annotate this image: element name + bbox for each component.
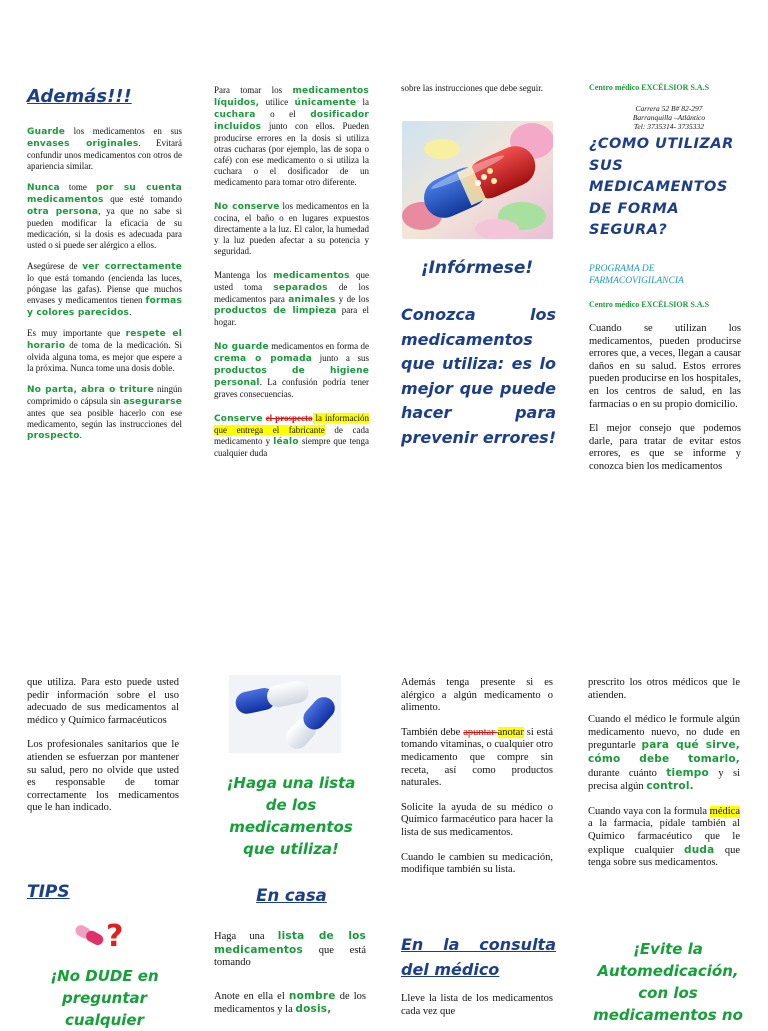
pills-photo [402,121,553,239]
paragraph [214,413,369,459]
emph: dosificador incluidos [214,109,369,132]
column-2 [214,85,369,472]
paragraph [214,270,369,329]
informese-heading: ¡Infórmese! [420,258,534,278]
pill-question-icon [72,918,134,952]
text: . [129,306,132,317]
paragraph: Además tenga presente si es alérgico a algún medicamento o alimento. [401,677,553,714]
paragraph [588,806,740,870]
emph: duda [684,843,715,856]
text: que tenga sobre sus medicamentos. [588,844,740,869]
emph: control. [646,780,694,793]
paragraph [588,714,740,794]
column-8-text [588,677,740,882]
text: Anote en ella el [214,990,289,1002]
text: que está tomando [214,944,366,969]
text: medicamentos en forma de [268,341,370,352]
paragraph [27,182,182,251]
address-line-1: Carrera 52 B# 82-297 [635,104,703,113]
emph: medicamentos líquidos, [214,86,369,108]
text: junto con ellos. Pueden producirse errores en la dosis si utiliza otras cucharas (por ejemplo, las de sopa o café) con ese medicamento o si utiliza la cuchara o el dosificador de un medicamento para tomar otro diferente. [214,120,369,187]
emph: por su cuenta medicamentos [27,182,182,205]
column-1-title: Además!!! [27,86,132,107]
column-7-text [401,677,553,889]
emph: Conserve [214,414,263,425]
text: utilice [259,96,295,107]
paragraph [214,201,369,257]
text: También debe [401,726,464,738]
paragraph: Cuando se utilizan los medicamentos, pueden producirse errores que, a veces, llegan a causar daños en su salud. Estos errores pueden producirse en los hospitales, en los centros de salud, en las farmacias o en su propio domicilio. [589,323,741,410]
emph: tiempo [666,766,709,779]
text: de toma de la medicación. Si olvida alguna toma, es mejor que espere a la próxima. Nunca tome una dosis doble. [27,340,182,374]
text: la [356,96,369,107]
column-4-text [589,323,741,486]
paragraph [214,930,366,970]
paragraph: Los profesionales sanitarios que le atienden se esfuerzan por mantener su salud, pero no olvide que usted es responsable de tomar correctamente los medicamentos que le han indicado. [27,739,179,814]
paragraph: que utiliza. Para esto puede usted pedir información sobre el uso adecuado de sus medicamentos al médico y Químico farmacéuticos [27,677,179,726]
emph: lista de los medicamentos [214,930,366,956]
emph: léalo [273,437,299,448]
emph: No guarde [214,342,269,353]
main-heading: ¿COMO UTILIZAR SUS MEDICAMENTOS DE FORMA SEGURA? [589,136,734,238]
emph: productos de limpieza [214,306,337,317]
text: los medicamentos en sus [65,125,182,136]
text: o el [255,108,311,119]
emph: asegurarse [123,397,182,408]
text: . La confusión podría tener graves consecuencias. [214,377,369,400]
emph: crema o pomada [214,354,312,365]
emph: Guarde [27,126,66,137]
paragraph: prescrito los otros médicos que le atienden. [588,677,740,701]
text: que usted toma [214,269,369,292]
emph: separados [273,282,328,293]
paragraph [27,261,182,319]
emph: envases originales [27,138,139,149]
haga-lista-heading: ¡Haga una lista de los medicamentos que utiliza! [226,774,356,858]
evite-heading: ¡Evite la Automedicación, con los medicamentos no [593,940,743,1024]
text: . [79,430,82,441]
text: junto a sus [312,353,369,364]
paragraph [401,727,553,790]
text: Mantenga los [214,269,274,280]
highlighted-text: anotar [497,726,524,738]
paragraph [214,990,366,1017]
strikethrough-text: apuntar [463,726,498,738]
paragraph [27,384,182,442]
text: que esté tomando [103,193,182,204]
strikethrough-text: el prospecto [265,413,313,424]
text: lo que está tomando (encienda las luces, póngase las gafas). Piense que muchos envases y medicamentos tienen [27,272,182,305]
text: . Evitará confundir unos medicamentos con otros de apariencia similar. [27,137,182,171]
column-6-text [214,930,366,1029]
text: a la farmacia, pídale también al Químico farmacéutico que le explique cualquier [588,818,740,856]
emph: No parta, abra o triture [27,385,154,396]
capsules-image [229,675,341,753]
text: siempre que tenga cualquier duda [214,436,369,459]
text: Cuando vaya con la formula [588,805,710,817]
capsules-photo [229,675,341,753]
emph: respete el horario [27,329,182,352]
highlighted-text: médica [709,805,740,817]
emph: No conserve [214,201,280,212]
column-7-bottom-text [401,993,553,1030]
text: Haga una [214,931,278,942]
consulta-heading: En la consulta del médico [401,935,556,979]
text: los medicamentos en la cocina, el baño o en lugares expuestos directamente a la luz. El calor, la humedad y la luz pueden afectar a su potencia y seguridad. [214,200,369,256]
paragraph: El mejor consejo que podemos darle, para tratar de evitar estos errores, es que se informe y conozca bien los medicamentos [589,423,741,472]
no-dude-heading: ¡No DUDE en preguntar cualquier [50,967,159,1029]
emph: dosis, [295,1003,332,1016]
text: Asegúrese de [27,260,83,271]
highlighted-text: la información que entrega el fabricante [214,413,370,436]
emph: animales [288,294,336,305]
emph: únicamente [294,97,357,108]
emph: formas y colores parecidos [27,295,182,318]
text: y si precisa algún [588,767,740,793]
program-name: PROGRAMA DE FARMACOVIGILANCIA [589,264,684,286]
emph: otra persona [27,206,99,217]
emph: medicamentos [273,270,350,281]
emph: Nunca [27,182,60,193]
text: Cuando el médico le formule algún medicamento nuevo, no dude en preguntarle [588,714,740,752]
emph: nombre [288,989,336,1002]
text: de los medicamentos y la [214,990,366,1016]
clinic-name-2: Centro médico EXCÉLSIOR S.A.S [589,300,710,309]
paragraph: Lleve la lista de los medicamentos cada vez que [401,993,553,1017]
text: Para tomar los [214,85,293,95]
text: ningún comprimido o cápsula sin [27,384,182,407]
text: Es muy importante que [27,328,126,339]
address-line-2: Barranquilla –Atlántico [632,113,706,122]
text: antes que sea posible hacerlo con ese medicamento, según las instrucciones del [27,408,182,430]
conozca-statement: Conozca los medicamentos que utiliza: es lo mejor que puede hacer para prevenir errores! [401,305,556,447]
paragraph: Cuando le cambien su medicación, modifique también su lista. [401,851,553,876]
paragraph [214,85,369,188]
text: y de los [335,293,369,304]
text: si está tomando vitaminas, o cualquier otro medicamento que compre sin receta, así como productos naturales. [401,726,553,789]
emph: prospecto [27,431,80,442]
tips-heading: TIPS [27,882,70,902]
text: para el hogar. [214,305,369,328]
column-3 [401,83,553,104]
column-5-text [27,677,179,827]
en-casa-heading: En casa [256,886,327,905]
text: durante cuánto [588,767,667,779]
clinic-name: Centro médico EXCÉLSIOR S.A.S [589,83,710,92]
text: de los medicamentos para [214,281,369,304]
text: de cada medicamento y [214,425,370,447]
phone-line: Tel: 3735314- 3735332 [633,122,705,131]
pills-image [402,121,553,239]
emph: cuchara [214,109,256,120]
paragraph: sobre las instrucciones que debe seguir. [401,83,543,93]
paragraph: Solicite la ayuda de su médico o Químico farmacéutico para hacer la lista de sus medicamentos. [401,801,553,838]
emph: ver correctamente [82,261,183,272]
emph: para qué sirve, cómo debe tomarlo, [588,739,740,765]
paragraph [27,126,182,172]
paragraph [27,328,182,374]
svg-text:?: ? [106,919,124,952]
emph: productos de higiene personal [214,366,369,389]
column-1 [27,86,182,452]
text: , ya que no sabe si pueden modificar la eficacia de su medicación, si la dosis es adecuada para usted o si puede ser alérgico a ellos. [27,205,182,250]
paragraph [214,341,369,400]
text: tome [59,181,96,192]
